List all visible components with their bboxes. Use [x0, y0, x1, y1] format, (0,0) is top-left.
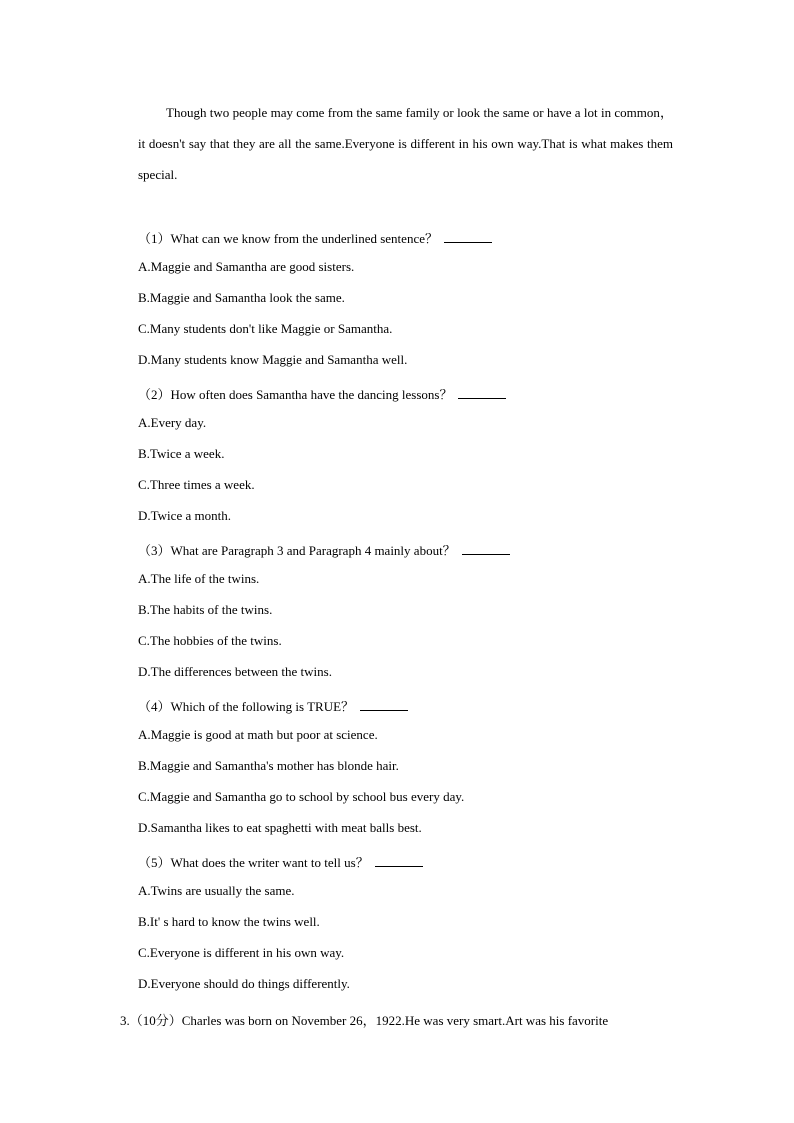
q1-option-a: A.Maggie and Samantha are good sisters. [138, 259, 355, 274]
question-1-stem: （1）What can we know from the underlined sentence？ [138, 231, 438, 246]
answer-blank-5 [375, 854, 423, 867]
answer-blank-2 [458, 386, 506, 399]
q5-option-d: D.Everyone should do things differently. [138, 976, 350, 991]
q2-option-d: D.Twice a month. [138, 508, 231, 523]
q5-option-a: A.Twins are usually the same. [138, 883, 295, 898]
question-2 [138, 384, 506, 403]
q5-option-b: B.It' s hard to know the twins well. [138, 914, 320, 929]
answer-blank-3 [462, 542, 510, 555]
question-5 [138, 852, 423, 871]
question-2-stem: （2）How often does Samantha have the dancing lessons？ [138, 387, 453, 402]
answer-blank-4 [360, 698, 408, 711]
q2-option-c: C.Three times a week. [138, 477, 255, 492]
q3-option-c: C.The hobbies of the twins. [138, 633, 282, 648]
answer-blank-1 [444, 230, 492, 243]
question-3-stem: （3）What are Paragraph 3 and Paragraph 4 mainly about？ [138, 543, 456, 558]
q1-option-d: D.Many students know Maggie and Samantha well. [138, 352, 408, 367]
q4-option-b: B.Maggie and Samantha's mother has blonde hair. [138, 758, 399, 773]
q4-option-a: A.Maggie is good at math but poor at science. [138, 727, 378, 742]
question-3 [138, 540, 510, 559]
q3-option-a: A.The life of the twins. [138, 571, 260, 586]
question-4-stem: （4）Which of the following is TRUE？ [138, 699, 355, 714]
passage-paragraph: Though two people may come from the same family or look the same or have a lot in common，it doesn't say that they are all the same.Everyone is different in his own way.That is what makes them special. [138, 105, 673, 182]
q1-option-b: B.Maggie and Samantha look the same. [138, 290, 345, 305]
q3-option-d: D.The differences between the twins. [138, 664, 332, 679]
q4-option-c: C.Maggie and Samantha go to school by school bus every day. [138, 789, 465, 804]
question-4 [138, 696, 408, 715]
q3-option-b: B.The habits of the twins. [138, 602, 273, 617]
q2-option-a: A.Every day. [138, 415, 207, 430]
q2-option-b: B.Twice a week. [138, 446, 225, 461]
q5-option-c: C.Everyone is different in his own way. [138, 945, 345, 960]
q4-option-d: D.Samantha likes to eat spaghetti with meat balls best. [138, 820, 422, 835]
next-question-heading: 3.（10分）Charles was born on November 26，1922.He was very smart.Art was his favorite [120, 1013, 609, 1028]
question-1 [138, 228, 492, 247]
question-5-stem: （5）What does the writer want to tell us？ [138, 855, 369, 870]
q1-option-c: C.Many students don't like Maggie or Samantha. [138, 321, 393, 336]
